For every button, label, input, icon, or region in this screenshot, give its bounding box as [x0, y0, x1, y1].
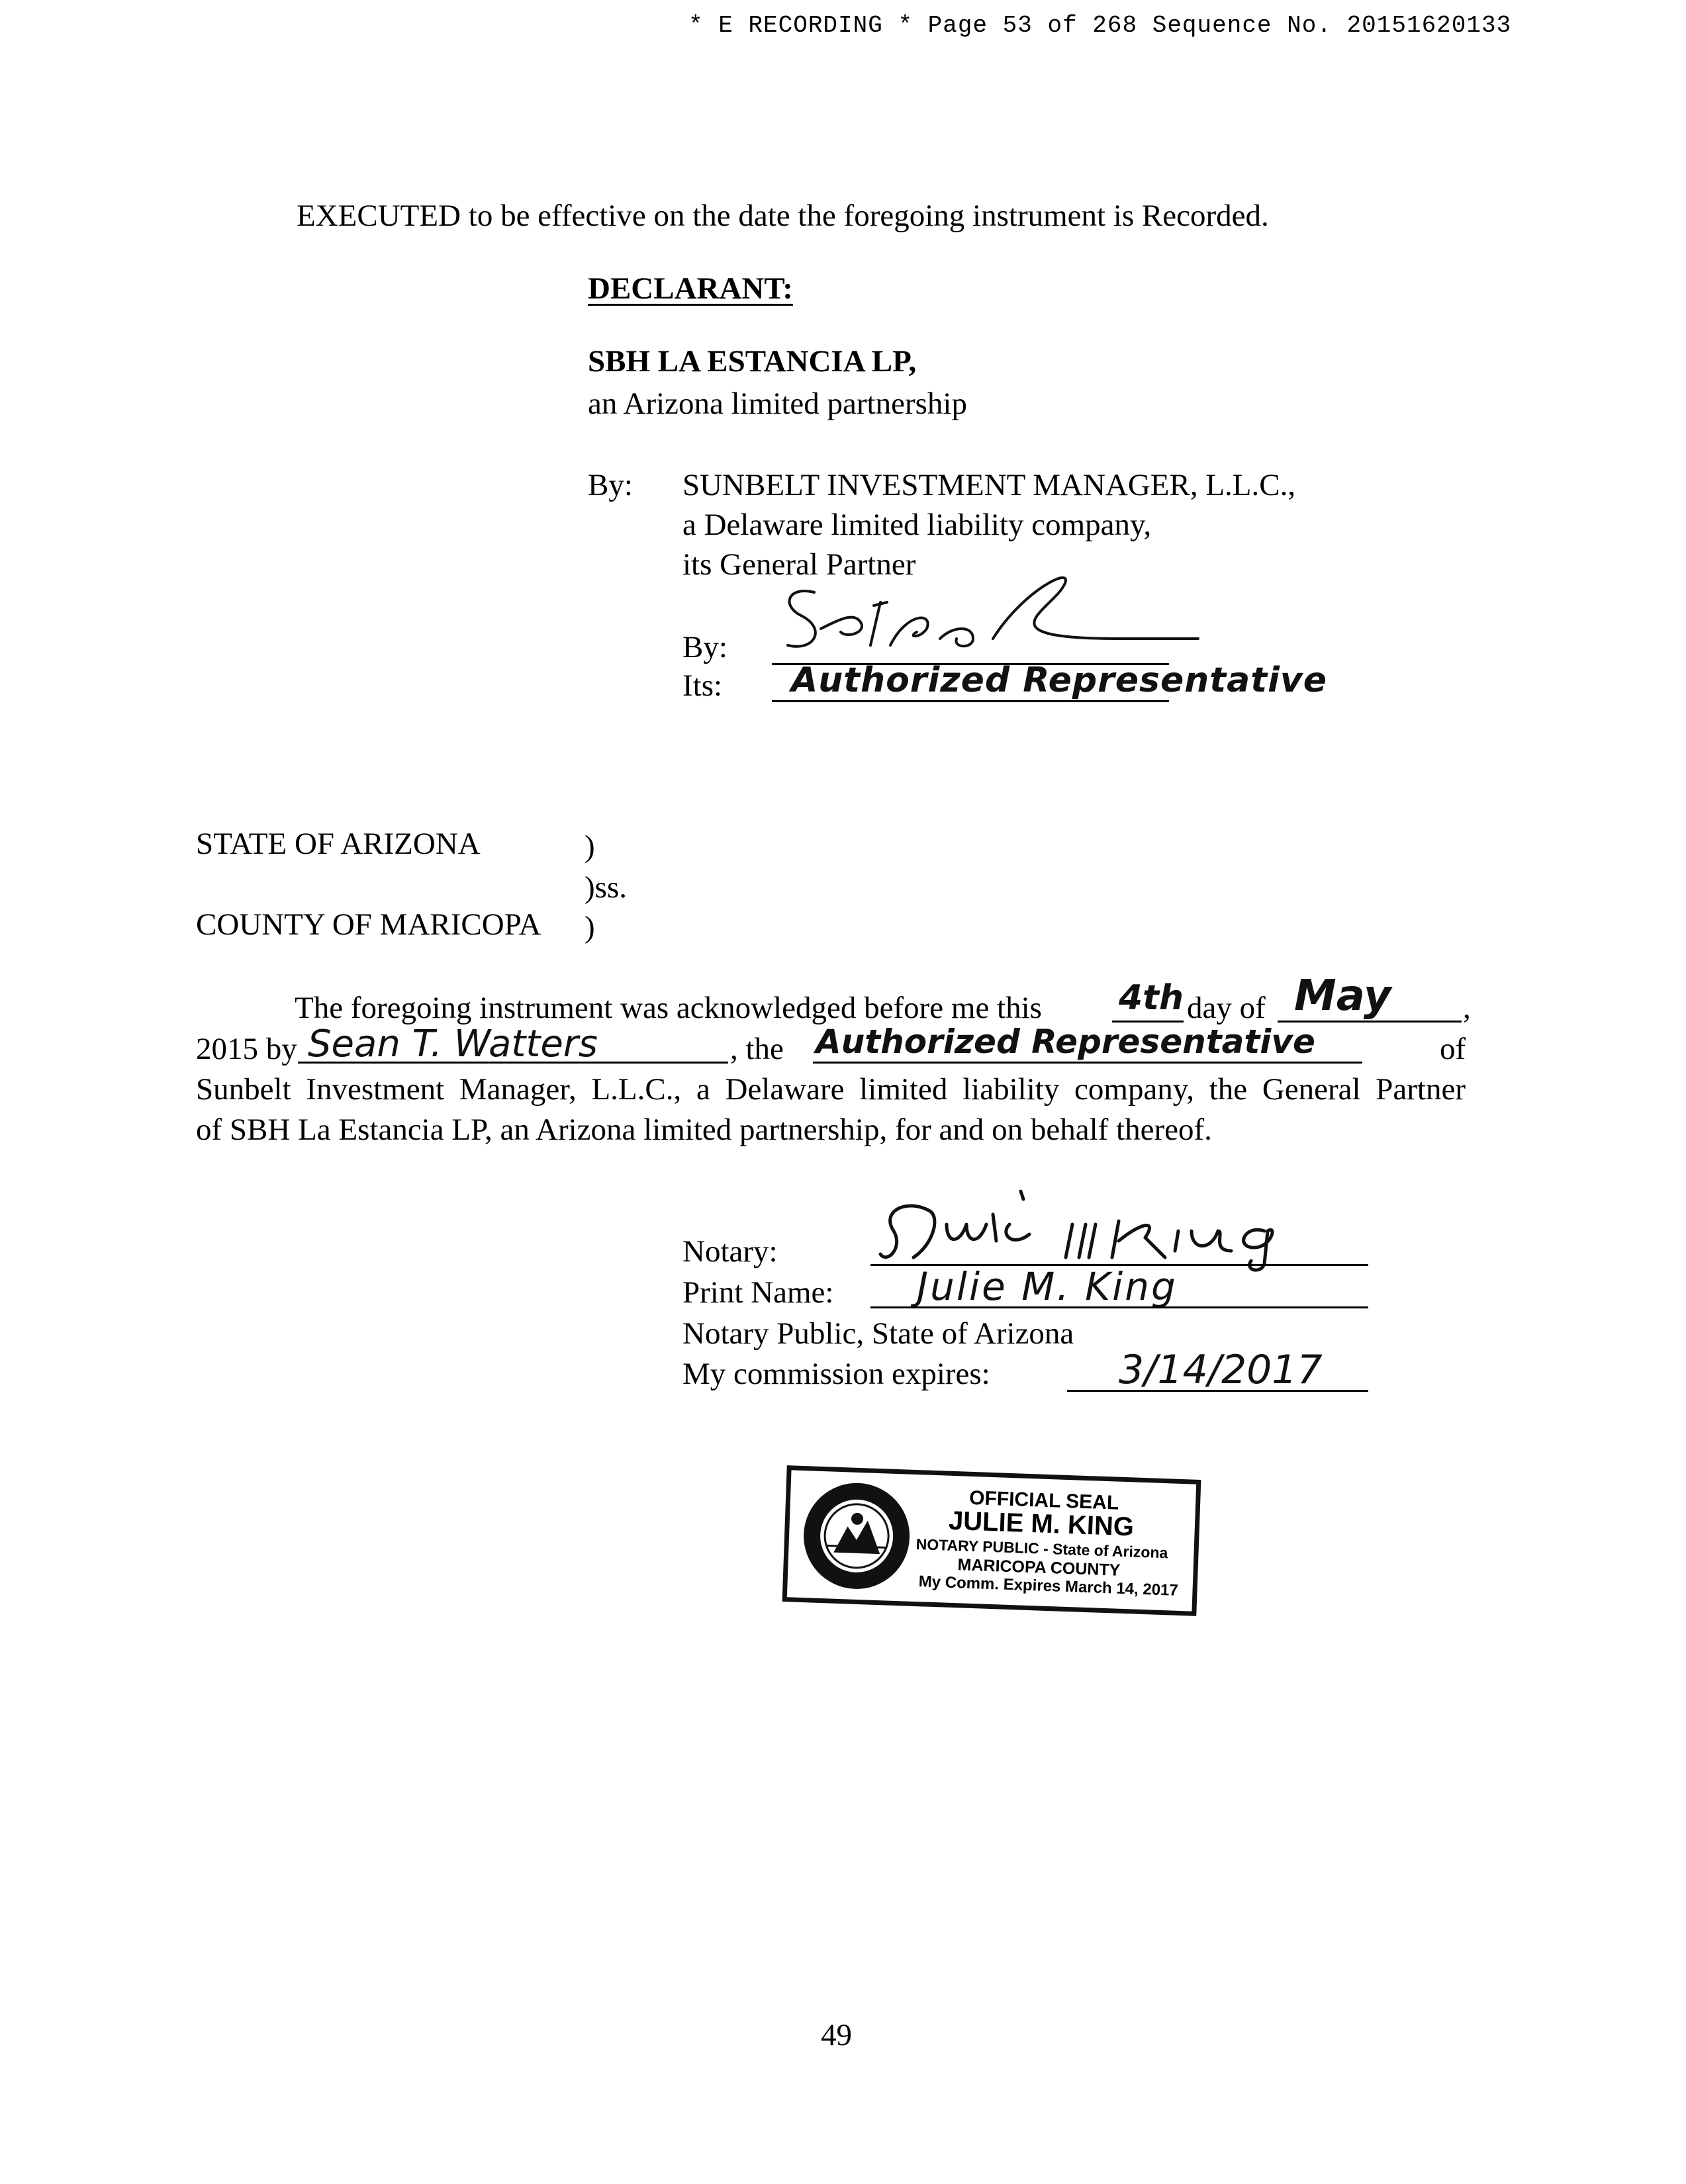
signature-graphic [774, 566, 1225, 665]
ack-line4: of SBH La Estancia LP, an Arizona limited partnership, for and on behalf thereof. [196, 1113, 1212, 1147]
ack-day-handwritten: 4th [1119, 978, 1184, 1018]
executed-statement: EXECUTED to be effective on the date the foregoing instrument is Recorded. [297, 199, 1269, 233]
seal-line-4: MARICOPA COUNTY [957, 1555, 1121, 1580]
declarant-entity-type: an Arizona limited partnership [588, 387, 967, 421]
print-name-handwritten: Julie M. King [917, 1264, 1178, 1309]
notary-label: Notary: [682, 1234, 778, 1269]
venue-county: COUNTY OF MARICOPA [196, 907, 541, 942]
manager-name: SUNBELT INVESTMENT MANAGER, L.L.C., [682, 468, 1296, 502]
ack-line2-end: of [1440, 1032, 1466, 1066]
commission-date-handwritten: 3/14/2017 [1119, 1347, 1323, 1393]
by-label: By: [588, 468, 633, 502]
ack-line1-mid: day of [1187, 991, 1266, 1025]
venue-ss: )ss. [585, 870, 627, 905]
ack-name-handwritten: Sean T. Watters [308, 1023, 598, 1066]
commission-date-line [1067, 1390, 1368, 1392]
ack-line1-end: , [1463, 991, 1471, 1025]
seal-line-5: My Comm. Expires March 14, 2017 [918, 1572, 1179, 1600]
ack-line2-start: 2015 by [196, 1032, 297, 1066]
seal-line-2: JULIE M. KING [948, 1506, 1135, 1542]
signer-its-label: Its: [682, 668, 723, 703]
official-seal-stamp [782, 1465, 1201, 1616]
venue-paren-1: ) [585, 829, 595, 864]
ack-title-line [813, 1062, 1362, 1064]
notary-public-line: Notary Public, State of Arizona [682, 1316, 1074, 1351]
ack-line1-start: The foregoing instrument was acknowledged before me this [295, 991, 1042, 1025]
print-name-label: Print Name: [682, 1275, 834, 1310]
ack-line2-mid: , the [730, 1032, 784, 1066]
commission-label: My commission expires: [682, 1357, 990, 1391]
notary-signature-graphic [867, 1185, 1331, 1277]
ack-month-handwritten: May [1294, 972, 1391, 1021]
signer-title-handwritten: Authorized Representative [791, 660, 1328, 700]
ack-title-handwritten: Authorized Representative [816, 1023, 1315, 1061]
manager-role: its General Partner [682, 547, 916, 582]
arizona-state-seal-emblem [799, 1479, 914, 1594]
ack-line3: Sunbelt Investment Manager, L.L.C., a Delaware limited liability company, the General Partner [196, 1072, 1466, 1107]
declarant-heading: DECLARANT: [588, 271, 793, 306]
recording-header: * E RECORDING * Page 53 of 268 Sequence No. 20151620133 [688, 12, 1512, 39]
seal-line-1: OFFICIAL SEAL [968, 1486, 1119, 1514]
declarant-entity-name: SBH LA ESTANCIA LP, [588, 344, 917, 379]
seal-line-3: NOTARY PUBLIC - State of Arizona [915, 1535, 1168, 1562]
venue-paren-2: ) [585, 910, 595, 944]
manager-type: a Delaware limited liability company, [682, 508, 1152, 542]
signer-by-label: By: [682, 630, 727, 664]
print-name-line [870, 1306, 1368, 1308]
page-number: 49 [821, 2018, 852, 2052]
signer-title-line [772, 700, 1169, 702]
venue-state: STATE OF ARIZONA [196, 827, 481, 861]
ack-name-line [298, 1062, 728, 1064]
